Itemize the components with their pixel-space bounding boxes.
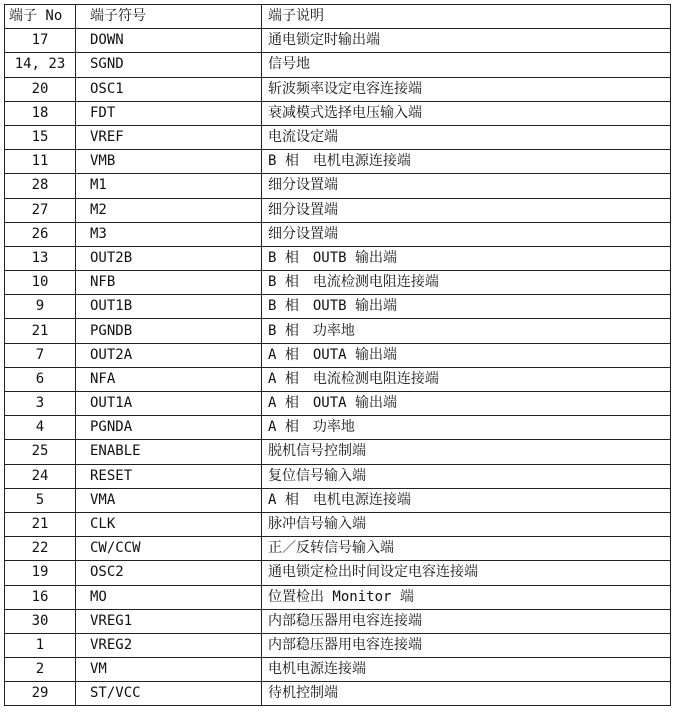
pin-symbol-cell: OUT1B [76,295,262,319]
table-row [5,658,671,682]
pin-no-cell: 15 [5,125,76,149]
pin-description-cell: 待机控制端 [262,682,671,706]
pin-no-cell: 19 [5,561,76,585]
pin-description-cell: B 相 OUTB 输出端 [262,246,671,270]
pin-no-cell: 3 [5,392,76,416]
pin-no-cell: 13 [5,246,76,270]
pin-no-cell: 4 [5,416,76,440]
pin-symbol-cell: OUT2A [76,343,262,367]
pin-symbol-cell: SGND [76,53,262,77]
pin-description-cell: 脉冲信号输入端 [262,512,671,536]
pin-description-cell: A 相 OUTA 输出端 [262,392,671,416]
pin-no-cell: 30 [5,609,76,633]
table-row [5,585,671,609]
pin-description-cell: 复位信号输入端 [262,464,671,488]
table-row [5,222,671,246]
table-row [5,77,671,101]
pin-symbol-cell: VREF [76,125,262,149]
pin-symbol-cell: VREG2 [76,633,262,657]
pin-no-cell: 20 [5,77,76,101]
table-row [5,295,671,319]
pin-description-cell: 信号地 [262,53,671,77]
pin-description-cell: B 相 电机电源连接端 [262,150,671,174]
pin-no-cell: 17 [5,29,76,53]
pin-no-cell: 29 [5,682,76,706]
table-row [5,512,671,536]
pin-symbol-cell: PGNDB [76,319,262,343]
pin-no-cell: 27 [5,198,76,222]
pin-description-cell: 内部稳压器用电容连接端 [262,609,671,633]
pin-description-cell: A 相 OUTA 输出端 [262,343,671,367]
pin-symbol-cell: PGNDA [76,416,262,440]
pin-description-cell: B 相 电流检测电阻连接端 [262,271,671,295]
table-row [5,440,671,464]
header-pin-description: 端子说明 [262,5,671,29]
table-row [5,561,671,585]
pin-symbol-cell: FDT [76,101,262,125]
pin-no-cell: 25 [5,440,76,464]
pin-description-cell: 衰减模式选择电压输入端 [262,101,671,125]
pin-symbol-cell: NFB [76,271,262,295]
pin-no-cell: 24 [5,464,76,488]
table-row [5,125,671,149]
pin-symbol-cell: VM [76,658,262,682]
table-row [5,101,671,125]
pin-description-cell: A 相 电流检测电阻连接端 [262,367,671,391]
pin-symbol-cell: VMB [76,150,262,174]
pin-symbol-cell: OUT1A [76,392,262,416]
table-row [5,488,671,512]
pin-no-cell: 2 [5,658,76,682]
table-header-row [5,5,671,29]
table-row [5,537,671,561]
pin-description-cell: 细分设置端 [262,198,671,222]
pin-description-cell: A 相 电机电源连接端 [262,488,671,512]
pin-symbol-cell: M2 [76,198,262,222]
table-row [5,150,671,174]
pin-description-cell: B 相 OUTB 输出端 [262,295,671,319]
pin-description-cell: 细分设置端 [262,222,671,246]
header-pin-symbol: 端子符号 [76,5,262,29]
pin-symbol-cell: MO [76,585,262,609]
table-body [5,29,671,706]
pin-symbol-cell: M3 [76,222,262,246]
pin-no-cell: 18 [5,101,76,125]
table-row [5,682,671,706]
pin-symbol-cell: NFA [76,367,262,391]
pin-description-cell: 正／反转信号输入端 [262,537,671,561]
pin-description-cell: 斩波频率设定电容连接端 [262,77,671,101]
pin-no-cell: 1 [5,633,76,657]
pin-no-cell: 6 [5,367,76,391]
pin-description-cell: A 相 功率地 [262,416,671,440]
pin-description-cell: 内部稳压器用电容连接端 [262,633,671,657]
pin-symbol-cell: M1 [76,174,262,198]
table-row [5,609,671,633]
table-row [5,392,671,416]
pin-no-cell: 11 [5,150,76,174]
pin-description-cell: 位置检出 Monitor 端 [262,585,671,609]
table-row [5,367,671,391]
table-row [5,174,671,198]
pin-symbol-cell: OSC2 [76,561,262,585]
pin-description-cell: 电机电源连接端 [262,658,671,682]
table-row [5,319,671,343]
pin-no-cell: 10 [5,271,76,295]
table-row [5,29,671,53]
table-row [5,343,671,367]
pin-no-cell: 22 [5,537,76,561]
pin-symbol-cell: DOWN [76,29,262,53]
pin-no-cell: 28 [5,174,76,198]
table-row [5,416,671,440]
pin-no-cell: 9 [5,295,76,319]
pin-no-cell: 14, 23 [5,53,76,77]
pin-no-cell: 7 [5,343,76,367]
pin-description-cell: 通电锁定检出时间设定电容连接端 [262,561,671,585]
pin-no-cell: 5 [5,488,76,512]
header-pin-no: 端子 No [5,5,76,29]
pin-symbol-cell: OSC1 [76,77,262,101]
table-row [5,464,671,488]
pin-no-cell: 21 [5,512,76,536]
table-row [5,198,671,222]
pin-symbol-cell: VREG1 [76,609,262,633]
table-row [5,271,671,295]
pin-description-cell: 电流设定端 [262,125,671,149]
pin-no-cell: 26 [5,222,76,246]
pin-no-cell: 21 [5,319,76,343]
pin-description-cell: 脱机信号控制端 [262,440,671,464]
table-row [5,246,671,270]
pin-description-table [4,4,671,706]
pin-no-cell: 16 [5,585,76,609]
pin-symbol-cell: ST/VCC [76,682,262,706]
table-row [5,633,671,657]
pin-description-cell: B 相 功率地 [262,319,671,343]
pin-symbol-cell: RESET [76,464,262,488]
pin-description-cell: 细分设置端 [262,174,671,198]
pin-symbol-cell: ENABLE [76,440,262,464]
pin-description-cell: 通电锁定时输出端 [262,29,671,53]
pin-symbol-cell: OUT2B [76,246,262,270]
pin-symbol-cell: CLK [76,512,262,536]
pin-symbol-cell: VMA [76,488,262,512]
pin-symbol-cell: CW/CCW [76,537,262,561]
table-row [5,53,671,77]
